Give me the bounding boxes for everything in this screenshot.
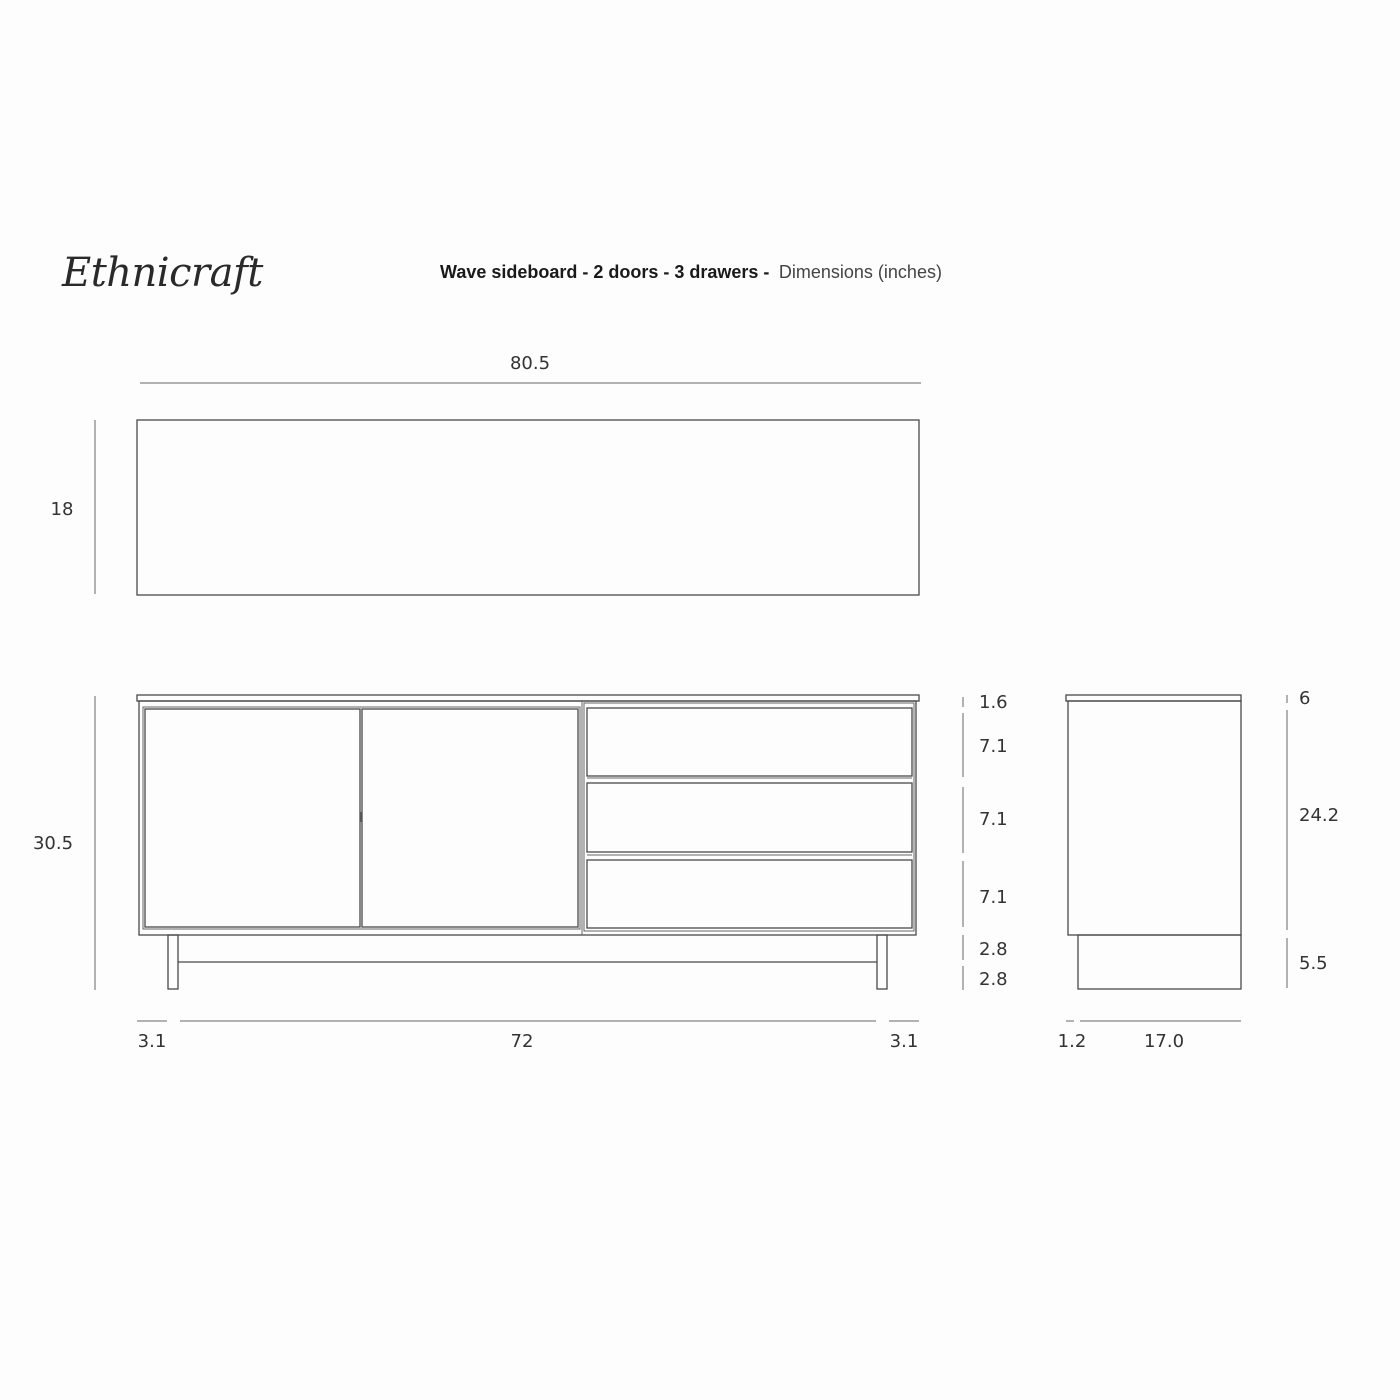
front-carcass [139,701,916,935]
top-view [51,353,921,595]
right-door [362,709,578,927]
front-view [33,692,1008,1052]
dim-label-drawer-1: 7.1 [979,736,1008,757]
right-leg [877,935,887,989]
side-dim-label-base: 5.5 [1299,953,1328,974]
front-right-dimension-stack [963,692,1008,990]
dim-label-base-1: 2.8 [979,939,1008,960]
top-depth-label: 18 [50,499,74,520]
title-units: Dimensions (inches) [778,262,942,282]
side-base [1078,935,1241,989]
side-dim-label-top: 6 [1299,688,1311,709]
side-view [1058,688,1339,1052]
side-dim-label-body: 24.2 [1299,805,1340,826]
front-height-label: 30.5 [32,833,74,854]
dim-label-right-overhang: 3.1 [889,1031,919,1052]
front-bottom-dimensions [137,1021,919,1052]
side-body [1068,701,1241,935]
drawer-section-frame [584,703,914,931]
left-leg [168,935,178,989]
title-product: Wave sideboard - 2 doors - 3 drawers - [440,262,770,282]
side-dim-label-inset: 1.2 [1057,1031,1087,1052]
dim-label-top-slab: 1.6 [979,692,1008,713]
dim-label-left-overhang: 3.1 [137,1031,167,1052]
top-view-outline [137,420,919,595]
drawing-title [440,262,942,282]
front-top-slab [137,695,919,701]
left-door [145,709,360,927]
drawer-bottom [587,860,912,928]
top-width-label: 80.5 [509,353,551,374]
side-dim-label-depth: 17.0 [1143,1031,1185,1052]
dim-label-drawer-3: 7.1 [979,887,1008,908]
side-top-slab [1066,695,1241,701]
dim-label-drawer-2: 7.1 [979,809,1008,830]
brand-logo: Ethnicraft [62,250,263,296]
drawer-middle [587,783,912,852]
dim-label-base-2: 2.8 [979,969,1008,990]
drawer-top [587,708,912,776]
dim-label-leg-span: 72 [510,1031,534,1052]
